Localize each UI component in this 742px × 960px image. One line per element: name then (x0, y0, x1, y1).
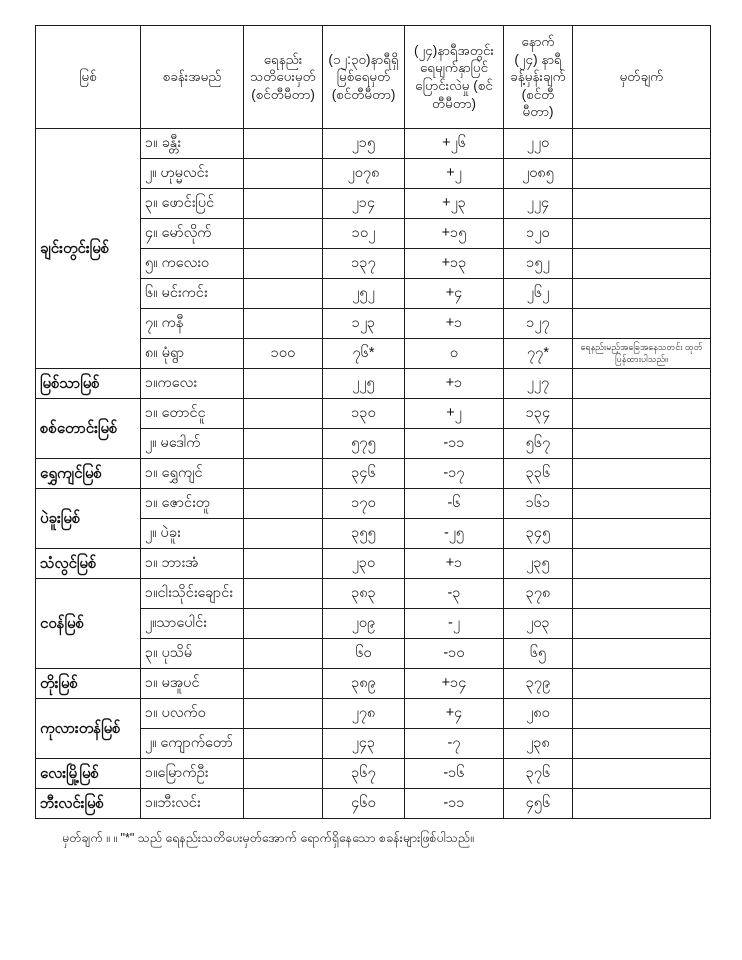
forecast-24h-cell: ၃၄၅ (504, 519, 573, 549)
header-station: စခန်းအမည် (141, 26, 244, 129)
header-row (36, 26, 711, 129)
remark-cell (573, 159, 711, 189)
remark-cell (573, 189, 711, 219)
remark-cell (573, 459, 711, 489)
station-name: ၁။ တောင်ငူ (141, 399, 244, 429)
station-name: ၁။ မအူပင် (141, 669, 244, 699)
table-row (36, 789, 711, 819)
station-name: ၁။ ရွှေကျင် (141, 459, 244, 489)
remark-cell (573, 279, 711, 309)
table-row (36, 399, 711, 429)
current-level-cell: ၂၀၉ (323, 609, 405, 639)
station-name: ၁။ငါးသိုင်းချောင်း (141, 579, 244, 609)
warning-level-cell (244, 189, 323, 219)
station-name: ၁။ ပလက်ဝ (141, 699, 244, 729)
change-24h-cell: +၁ (405, 549, 504, 579)
current-level-cell: ၁၂၃ (323, 309, 405, 339)
forecast-24h-cell: ၂၃၅ (504, 549, 573, 579)
station-name: ၁။ ဘားအံ (141, 549, 244, 579)
forecast-24h-cell: ၂၂၀ (504, 129, 573, 159)
change-24h-cell: +၁ (405, 369, 504, 399)
warning-level-cell (244, 489, 323, 519)
table-row (36, 699, 711, 729)
change-24h-cell: -၁၁ (405, 789, 504, 819)
forecast-24h-cell: ၆၅ (504, 639, 573, 669)
forecast-24h-cell: ၃၇၉ (504, 669, 573, 699)
current-level-cell: ၁၀၂ (323, 219, 405, 249)
station-name: ၆။ မင်းကင်း (141, 279, 244, 309)
station-name: ၁။ဘီးလင်း (141, 789, 244, 819)
station-name: ၁။ ဇောင်းတူ (141, 489, 244, 519)
current-level-cell: ၂၃၀ (323, 549, 405, 579)
forecast-24h-cell: ၃၇၆ (504, 759, 573, 789)
current-level-cell: ၅၇၅ (323, 429, 405, 459)
current-level-cell: ၇၆* (323, 339, 405, 369)
forecast-24h-cell: ၁၃၄ (504, 399, 573, 429)
change-24h-cell: +၄ (405, 279, 504, 309)
change-24h-cell: -၁၁ (405, 429, 504, 459)
change-24h-cell: +၂ (405, 399, 504, 429)
table-row (36, 459, 711, 489)
forecast-24h-cell: ၁၆၁ (504, 489, 573, 519)
warning-level-cell (244, 639, 323, 669)
current-level-cell: ၁၃၇ (323, 249, 405, 279)
remark-cell (573, 729, 711, 759)
warning-level-cell (244, 399, 323, 429)
footnote: မှတ်ချက် ။ ။ "*" သည် ရေနည်းသတိပေးမှတ်အောက် ရောက်ရှိနေသော စခန်းများဖြစ်ပါသည်။ (62, 831, 474, 845)
remark-cell (573, 429, 711, 459)
header-remark: မှတ်ချက် (573, 26, 711, 129)
station-name: ၃။ ဖောင်းပြင် (141, 189, 244, 219)
warning-level-cell (244, 609, 323, 639)
remark-cell (573, 579, 711, 609)
warning-level-cell (244, 759, 323, 789)
current-level-cell: ၃၅၅ (323, 519, 405, 549)
remark-cell (573, 549, 711, 579)
river-water-level-table (35, 25, 711, 819)
forecast-24h-cell: ၁၂၀ (504, 219, 573, 249)
table-row (36, 549, 711, 579)
remark-cell (573, 249, 711, 279)
river-name-bilin: ဘီးလင်းမြစ် (36, 789, 141, 819)
warning-level-cell (244, 279, 323, 309)
change-24h-cell: -၆ (405, 489, 504, 519)
current-level-cell: ၂၅၂ (323, 279, 405, 309)
forecast-24h-cell: ၂၂၇ (504, 369, 573, 399)
change-24h-cell: -၃ (405, 579, 504, 609)
forecast-24h-cell: ၂၀၈၅ (504, 159, 573, 189)
remark-cell (573, 219, 711, 249)
station-name: ၇။ ကနီ (141, 309, 244, 339)
forecast-24h-cell: ၄၅၆ (504, 789, 573, 819)
river-name-chindwin: ချင်းတွင်းမြစ် (36, 129, 141, 369)
current-level-cell: ၂၂၅ (323, 369, 405, 399)
station-name: ၈။ မုံရွာ (141, 339, 244, 369)
river-name-myittha: မြစ်သာမြစ် (36, 369, 141, 399)
warning-level-cell (244, 729, 323, 759)
forecast-24h-cell: ၂၃၈ (504, 729, 573, 759)
station-name: ၃။ ပုသိမ် (141, 639, 244, 669)
table-row (36, 369, 711, 399)
remark-cell (573, 669, 711, 699)
change-24h-cell: +၂ (405, 159, 504, 189)
warning-level-cell (244, 129, 323, 159)
river-name-kaladan: ကုလားတန်မြစ် (36, 699, 141, 759)
remark-cell (573, 609, 711, 639)
river-name-ngawun: ငဝန်မြစ် (36, 579, 141, 669)
station-name: ၁။ ခန္တီး (141, 129, 244, 159)
forecast-24h-cell: ၂၂၄ (504, 189, 573, 219)
current-level-cell: ၃၆၇ (323, 759, 405, 789)
change-24h-cell: -၁၆ (405, 759, 504, 789)
table-row (36, 759, 711, 789)
remark-cell (573, 639, 711, 669)
river-name-lemro: လေးမြို့မြစ် (36, 759, 141, 789)
station-name: ၁။မြောက်ဦး (141, 759, 244, 789)
forecast-24h-cell: ၁၂၇ (504, 309, 573, 339)
station-name: ၄။ မော်လိုက် (141, 219, 244, 249)
current-level-cell: ၁၇၀ (323, 489, 405, 519)
current-level-cell: ၁၃၀ (323, 399, 405, 429)
warning-level-cell (244, 459, 323, 489)
header-forecast-24h: နောက် (၂၄) နာရီ ခန့်မှန်းချက် (စင်တီမီတာ) (504, 26, 573, 129)
table-body (36, 129, 711, 819)
remark-cell (573, 129, 711, 159)
change-24h-cell: ၀ (405, 339, 504, 369)
current-level-cell: ၂၁၄ (323, 189, 405, 219)
change-24h-cell: +၁၄ (405, 669, 504, 699)
header-river: မြစ် (36, 26, 141, 129)
forecast-24h-cell: ၂၈၀ (504, 699, 573, 729)
warning-level-cell: ၁၀၀ (244, 339, 323, 369)
change-24h-cell: +၄ (405, 699, 504, 729)
table-header (36, 26, 711, 129)
current-level-cell: ၂၀၇၈ (323, 159, 405, 189)
warning-level-cell (244, 429, 323, 459)
warning-level-cell (244, 789, 323, 819)
warning-level-cell (244, 219, 323, 249)
warning-level-cell (244, 549, 323, 579)
current-level-cell: ၂၄၃ (323, 729, 405, 759)
remark-cell (573, 759, 711, 789)
warning-level-cell (244, 519, 323, 549)
change-24h-cell: -၁၇ (405, 459, 504, 489)
change-24h-cell: +၁ (405, 309, 504, 339)
warning-level-cell (244, 369, 323, 399)
forecast-24h-cell: ၅၆၇ (504, 429, 573, 459)
river-name-bago: ပဲခူးမြစ် (36, 489, 141, 549)
remark-cell (573, 699, 711, 729)
warning-level-cell (244, 159, 323, 189)
warning-level-cell (244, 699, 323, 729)
warning-level-cell (244, 579, 323, 609)
remark-cell (573, 489, 711, 519)
current-level-cell: ၃၈၉ (323, 669, 405, 699)
table-row (36, 129, 711, 159)
remark-cell (573, 519, 711, 549)
remark-cell (573, 309, 711, 339)
warning-level-cell (244, 309, 323, 339)
current-level-cell: ၄၆၀ (323, 789, 405, 819)
current-level-cell: ၆၀ (323, 639, 405, 669)
station-name: ၁။ကလေး (141, 369, 244, 399)
forecast-24h-cell: ၂၆၂ (504, 279, 573, 309)
header-current-level: (၁၂:၃၀)နာရီရှိ မြစ်ရေမှတ် (စင်တီမီတာ) (323, 26, 405, 129)
header-change-24h: (၂၄)နာရီအတွင်း ရေမျက်နှာပြင် ပြောင်းလဲမှု (စင်တီမီတာ) (405, 26, 504, 129)
station-name: ၂။ ဟုမ္မလင်း (141, 159, 244, 189)
current-level-cell: ၂၁၅ (323, 129, 405, 159)
remark-cell (573, 369, 711, 399)
station-name: ၅။ ကလေးဝ (141, 249, 244, 279)
forecast-24h-cell: ၇၇* (504, 339, 573, 369)
current-level-cell: ၃၄၆ (323, 459, 405, 489)
header-warning-level: ရေနည်း သတိပေးမှတ် (စင်တီမီတာ) (244, 26, 323, 129)
station-name: ၂။သာပေါင်း (141, 609, 244, 639)
remark-cell (573, 789, 711, 819)
current-level-cell: ၂၇၈ (323, 699, 405, 729)
river-name-toe: တိုးမြစ် (36, 669, 141, 699)
forecast-24h-cell: ၂၀၃ (504, 609, 573, 639)
station-name: ၂။ ကျောက်တော် (141, 729, 244, 759)
change-24h-cell: +၁၅ (405, 219, 504, 249)
current-level-cell: ၃၈၃ (323, 579, 405, 609)
change-24h-cell: +၁၃ (405, 249, 504, 279)
river-name-thanlwin: သံလွင်မြစ် (36, 549, 141, 579)
forecast-24h-cell: ၁၅၂ (504, 249, 573, 279)
warning-level-cell (244, 669, 323, 699)
table-row (36, 579, 711, 609)
change-24h-cell: -၇ (405, 729, 504, 759)
change-24h-cell: +၂၃ (405, 189, 504, 219)
river-name-shwegyin: ရွှေကျင်မြစ် (36, 459, 141, 489)
change-24h-cell: -၂၅ (405, 519, 504, 549)
remark-cell: ရေနည်းမည့်အခြေအနေသတင်း ထုတ်ပြန်ထားပါသည်။ (573, 339, 711, 369)
forecast-24h-cell: ၃၇၈ (504, 579, 573, 609)
change-24h-cell: -၁၀ (405, 639, 504, 669)
table-row (36, 489, 711, 519)
river-name-sittoung: စစ်တောင်းမြစ် (36, 399, 141, 459)
station-name: ၂။ မဒေါက် (141, 429, 244, 459)
forecast-24h-cell: ၃၃၆ (504, 459, 573, 489)
table-row (36, 669, 711, 699)
remark-cell (573, 399, 711, 429)
change-24h-cell: -၂ (405, 609, 504, 639)
warning-level-cell (244, 249, 323, 279)
change-24h-cell: +၂၆ (405, 129, 504, 159)
station-name: ၂။ ပဲခူး (141, 519, 244, 549)
